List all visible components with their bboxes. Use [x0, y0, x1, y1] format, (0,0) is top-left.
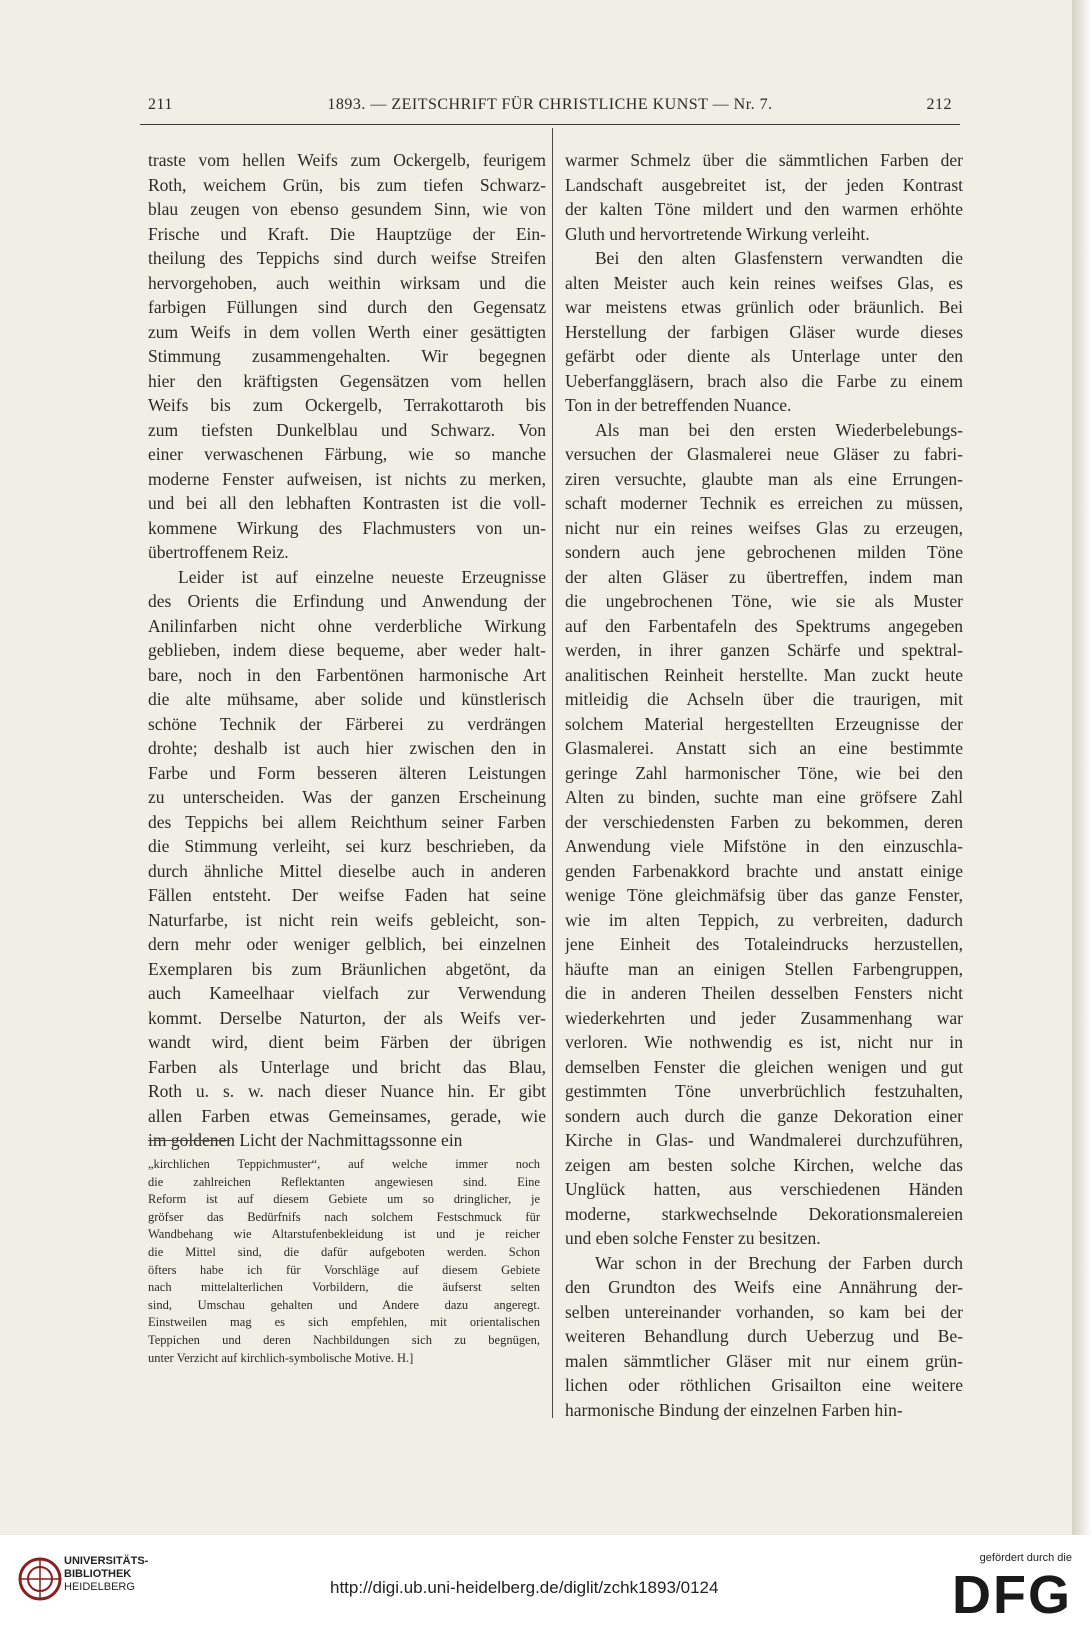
text-line: die in anderen Theilen desselben Fensters nicht	[565, 983, 963, 1003]
text-line: selben untereinander vorhanden, so kam bei der	[565, 1301, 963, 1322]
text-line: die ungebrochenen Töne, wie sie als Muster	[565, 591, 963, 611]
footnote-line: Reform ist auf diesem Gebiete um so dringlicher, je	[148, 1192, 540, 1207]
text-line: analitischen Reinheit herstellte. Man zuckt heute	[565, 664, 963, 685]
text-line: blau zeugen von ebenso gesundem Sinn, wie von	[148, 199, 546, 219]
library-line: UNIVERSITÄTS-	[64, 1555, 149, 1567]
text-line: Gluth und hervortretende Wirkung verleiht.	[565, 223, 870, 244]
footnote-line: sind, Umschau gehalten und Andere dazu angeregt.	[148, 1297, 540, 1312]
text-line: Anilinfarben nicht ohne verderbliche Wirkung	[148, 615, 546, 636]
text-line: allen Farben etwas Gemeinsames, gerade, wie	[148, 1105, 546, 1126]
footnote-rule	[148, 1140, 230, 1141]
text-line: zu unterscheiden. Was der ganzen Erscheinung	[148, 787, 546, 807]
text-line: warmer Schmelz über die sämmtlichen Farben der	[565, 150, 963, 170]
text-line: Naturfarbe, ist nicht rein weifs gebleicht, son-	[148, 909, 546, 930]
text-line: geblieben, indem diese bequeme, aber weder halt-	[148, 640, 546, 660]
text-line: Kirche in Glas- und Wandmalerei durchzuführen,	[565, 1130, 963, 1150]
sponsor-label: gefördert durch die	[979, 1552, 1072, 1564]
footnote-line: Wandbehang wie Altarstufenbekleidung ist und je reicher	[148, 1227, 540, 1242]
text-line: Farben als Unterlage und bricht das Blau,	[148, 1056, 546, 1077]
header-rule	[140, 124, 960, 125]
text-line: durch ähnliche Mittel dieselbe auch in anderen	[148, 860, 546, 881]
text-line: dern mehr oder weniger gelblich, bei einzelnen	[148, 934, 546, 954]
text-line: mitleidig die Achseln über die traurigen, mit	[565, 689, 963, 709]
text-line: moderne, starkwechselnde Dekorationsmalereien	[565, 1203, 963, 1224]
text-line: Bei den alten Glasfenstern verwandten die	[595, 248, 963, 268]
library-name	[64, 1555, 148, 1594]
text-line: Roth, weichem Grün, bis zum tiefen Schwarz-	[148, 174, 546, 195]
library-line: HEIDELBERG	[64, 1581, 135, 1593]
text-line: wie im alten Teppich, zu verbreiten, dadurch	[565, 909, 963, 930]
text-line: farbigen Füllungen sind durch den Gegensatz	[148, 297, 546, 317]
text-line: der alten Gläser zu übertreffen, indem man	[565, 566, 963, 587]
text-line: gefärbt oder diente als Unterlage unter den	[565, 346, 963, 366]
text-line: Ton in der betreffenden Nuance.	[565, 395, 792, 415]
text-line: verloren. Wie nothwendig es ist, nicht nur in	[565, 1032, 963, 1052]
text-line: genden Farbenakkord brachte und anstatt einige	[565, 860, 963, 881]
text-line: Fällen entsteht. Der weifse Faden hat seine	[148, 885, 546, 905]
text-line: demselben Fenster die gleichen wenigen und gut	[565, 1056, 963, 1077]
text-line: auch Kameelhaar vielfach zur Verwendung	[148, 983, 546, 1003]
text-line: und eben solche Fenster zu besitzen.	[565, 1228, 821, 1248]
text-line: Exemplaren bis zum Bräunlichen abgetönt, da	[148, 958, 546, 979]
text-line: Ueberfanggläsern, brach also die Farbe zu einem	[565, 370, 963, 391]
text-line: und bei all den lebhaften Kontrasten ist die voll-	[148, 493, 546, 513]
footnote-line: unter Verzicht auf kirchlich-symbolische Motive. H.]	[148, 1350, 414, 1365]
text-line: weiteren Behandlung durch Ueberzug und Be-	[565, 1326, 963, 1346]
footnote-line: die zahlreichen Reflektanten angewiesen sind. Eine	[148, 1174, 540, 1189]
text-line: Stimmung zusammengehalten. Wir begegnen	[148, 346, 546, 366]
text-line: der verschiedensten Farben zu bekommen, deren	[565, 811, 963, 832]
text-line: Unglück hatten, aus verschiedenen Händen	[565, 1179, 963, 1199]
footnote-line: nach mittelalterlichen Vorbildern, die äufserst selten	[148, 1280, 540, 1295]
text-line: bare, noch in den Farbentönen harmonische Art	[148, 664, 546, 685]
text-line: Anwendung viele Mifstöne in den einzuschla-	[565, 836, 963, 856]
journal-title: 1893. — ZEITSCHRIFT FÜR CHRISTLICHE KUNST — Nr. 7.	[327, 96, 773, 113]
permalink[interactable]: http://digi.ub.uni-heidelberg.de/diglit/zchk1893/0124	[330, 1578, 719, 1597]
text-line: War schon in der Brechung der Farben durch	[595, 1252, 963, 1273]
text-line: ziren versuchte, glaubte man als eine Errungen-	[565, 468, 963, 489]
text-line: solchem Material hergestellten Erzeugnisse der	[565, 713, 963, 734]
text-line: nicht nur ein reines weifses Glas zu erzeugen,	[565, 517, 963, 538]
footnote-line: Einstweilen mag es sich empfehlen, mit orientalischen	[148, 1315, 540, 1330]
text-line: auf den Farbentafeln des Spektrums angegeben	[565, 615, 963, 636]
text-line: sondern auch durch die ganze Dekoration einer	[565, 1105, 963, 1126]
text-line: traste vom hellen Weifs zum Ockergelb, feurigem	[148, 150, 546, 170]
text-line: im goldenen Licht der Nachmittagssonne ein	[148, 1130, 463, 1150]
right-column	[565, 148, 963, 1422]
text-line: hervorgehoben, auch weithin wirksam und die	[148, 272, 546, 293]
text-line: moderne Fenster aufweisen, ist nichts zu merken,	[148, 468, 546, 489]
page-number-left: 211	[148, 96, 173, 113]
text-line: des Teppichs bei allem Reichthum seiner Farben	[148, 811, 546, 832]
text-line: der kalten Töne mildert und den warmen erhöhte	[565, 199, 963, 219]
text-line: den Grundton des Weifs eine Annährung der-	[565, 1277, 963, 1297]
text-line: geringe Zahl harmonischer Töne, wie bei den	[565, 762, 963, 783]
library-line: BIBLIOTHEK	[64, 1568, 132, 1580]
text-line: zeigen am besten solche Kirchen, welche das	[565, 1154, 963, 1175]
text-line: zum tiefsten Dunkelblau und Schwarz. Von	[148, 419, 546, 440]
footnote-line: die Mittel sind, die dafür aufgeboten werden. Schon	[148, 1244, 540, 1259]
text-line: drohte; deshalb ist auch hier zwischen den in	[148, 738, 546, 758]
text-line: Glasmalerei. Anstatt sich an eine bestimmte	[565, 738, 963, 758]
text-line: versuchen der Glasmalerei neue Gläser zu fabri-	[565, 444, 963, 464]
text-line: Alten zu binden, suchte man eine gröfsere Zahl	[565, 787, 963, 807]
text-line: sondern auch jene gebrochenen milden Töne	[565, 542, 963, 562]
text-line: lichen oder röthlichen Grisailton eine weitere	[565, 1375, 963, 1395]
text-line: harmonische Bindung der einzelnen Farben hin-	[565, 1399, 903, 1420]
text-line: Landschaft ausgebreitet ist, der jeden Kontrast	[565, 174, 963, 195]
text-line: gestimmten Töne unverbrüchlich festzuhalten,	[565, 1081, 963, 1101]
text-line: malen sämmtlicher Gläser mit nur einem grün-	[565, 1350, 963, 1371]
text-line: wandt wird, dient beim Färben der übrigen	[148, 1032, 546, 1052]
text-line: Leider ist auf einzelne neueste Erzeugnisse	[178, 566, 546, 587]
text-line: die Stimmung verleiht, sei kurz beschrieben, da	[148, 836, 546, 856]
column-divider	[552, 128, 553, 1418]
text-line: hier den kräftigsten Gegensätzen vom hellen	[148, 370, 546, 391]
text-line: Weifs bis zum Ockergelb, Terrakottaroth bis	[148, 395, 546, 415]
text-line: Roth u. s. w. nach dieser Nuance hin. Er gibt	[148, 1081, 546, 1101]
text-line: Als man bei den ersten Wiederbelebungs-	[595, 419, 963, 440]
text-line: wiederkehrten und jeder Zusammenhang war	[565, 1007, 963, 1028]
text-line: übertroffenem Reiz.	[148, 542, 289, 562]
text-line: jene Einheit des Totaleindrucks herzustellen,	[565, 934, 963, 954]
dfg-logo: DFG	[952, 1565, 1072, 1625]
left-column	[148, 148, 546, 1153]
text-line: Frische und Kraft. Die Hauptzüge der Ein-	[148, 223, 546, 244]
footnote-line: öfters habe ich für Vorschläge auf diesem Gebiete	[148, 1262, 540, 1277]
page-edge-shadow	[1072, 0, 1092, 1535]
text-line: zum Weifs in dem vollen Werth einer gesättigten	[148, 321, 546, 342]
text-line: schaft moderner Technik es erreichen zu müssen,	[565, 493, 963, 513]
footnote-line: „kirchlichen Teppichmuster“, auf welche immer noch	[148, 1157, 540, 1171]
footnote	[148, 1156, 540, 1367]
text-line: kommene Wirkung des Flachmusters von un-	[148, 517, 546, 538]
text-line: schöne Technik der Färberei zu verdrängen	[148, 713, 546, 734]
text-line: war meistens etwas grünlich oder bräunlich. Bei	[565, 297, 963, 317]
text-line: kommt. Derselbe Naturton, der als Weifs ver-	[148, 1007, 546, 1028]
text-line: theilung des Teppichs sind durch weifse Streifen	[148, 248, 546, 268]
page-number-right: 212	[926, 96, 952, 113]
text-line: die alte mühsame, aber solide und künstlerisch	[148, 689, 546, 709]
footnote-line: Teppichen und deren Nachbildungen sich zu begnügen,	[148, 1332, 540, 1347]
text-line: häufte man an einigen Stellen Farbengruppen,	[565, 958, 963, 979]
text-line: alten Meister auch kein reines weifses Glas, es	[565, 272, 963, 293]
text-line: Farbe und Form besseren älteren Leistungen	[148, 762, 546, 783]
footnote-line: gröfser das Bedürfnifs nach solchem Festschmuck für	[148, 1209, 540, 1224]
text-line: Herstellung der farbigen Gläser wurde dieses	[565, 321, 963, 342]
text-line: wenige Töne gleichmäfsig über das ganze Fenster,	[565, 885, 963, 905]
text-line: des Orients die Erfindung und Anwendung der	[148, 591, 546, 611]
text-line: werden, in ihrer ganzen Schärfe und spektral-	[565, 640, 963, 660]
text-line: einer verwaschenen Färbung, wie so manche	[148, 444, 546, 464]
